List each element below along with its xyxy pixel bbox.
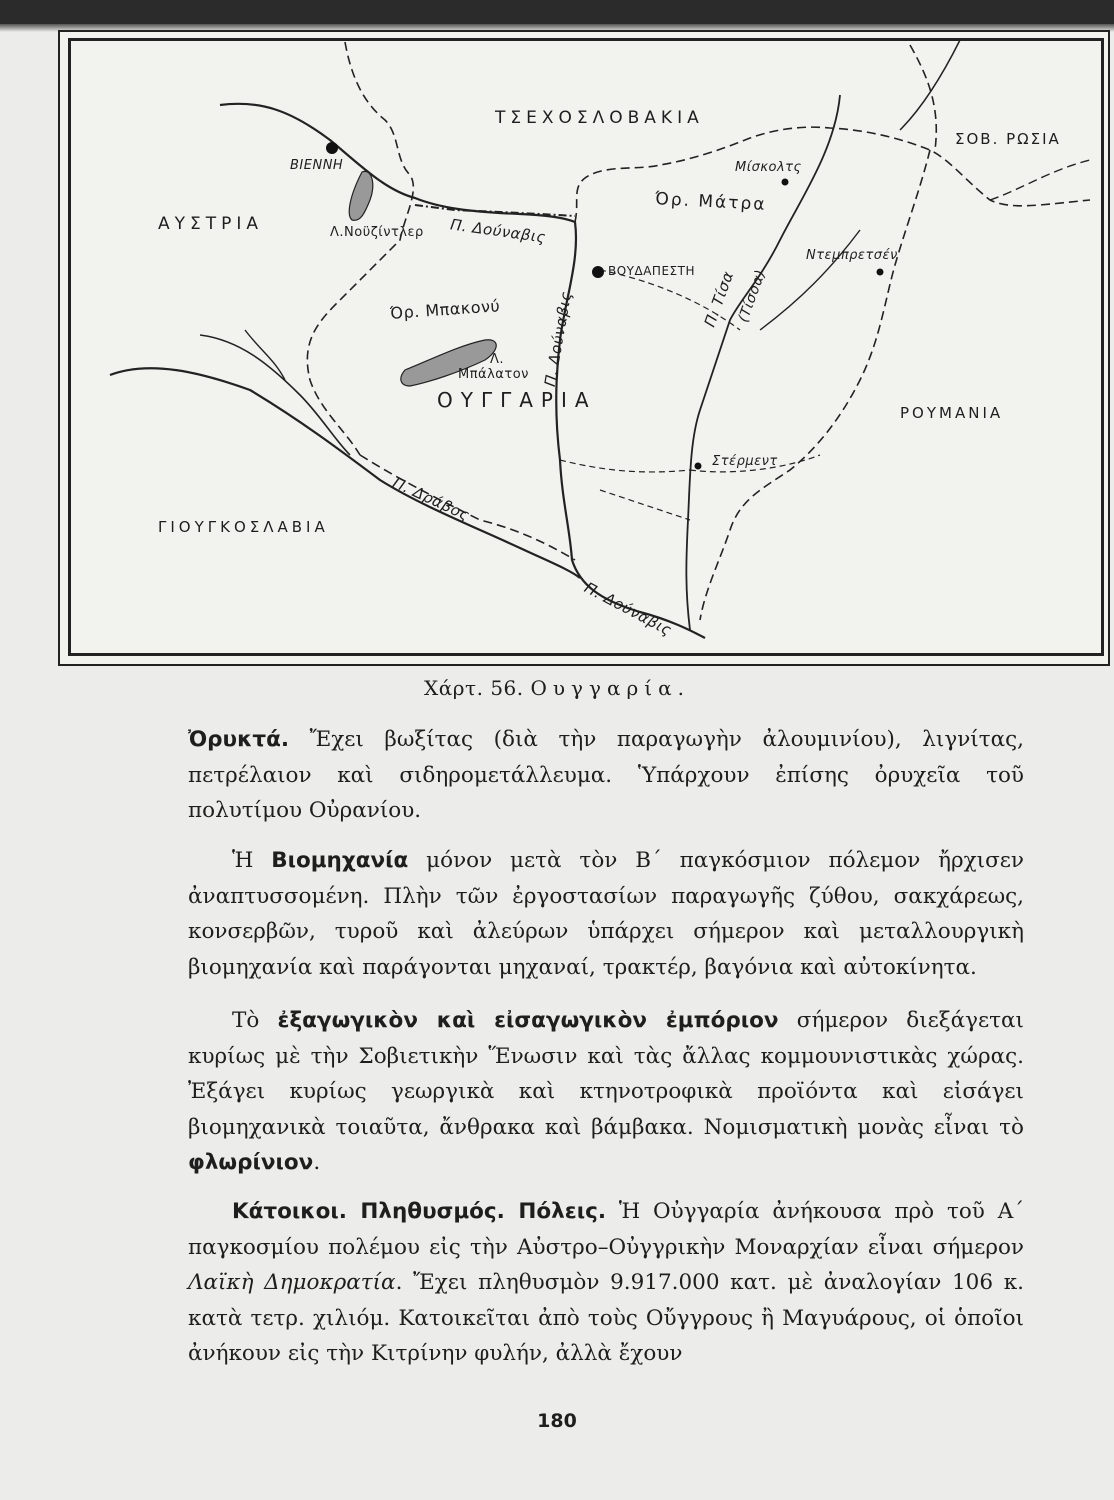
heading-industry: Βιομηχανία (271, 848, 409, 873)
trade-pre: Τὸ (232, 1008, 278, 1033)
border-romania (700, 150, 930, 620)
caption-title: Ουγγαρία. (530, 676, 690, 700)
label-yugoslavia: ΓΙΟΥΓΚΟΣΛΑΒΙΑ (158, 518, 329, 536)
lake-neusiedl (349, 171, 373, 220)
text-trade: σήμερον διεξάγεται κυρίως μὲ τὴν Σοβιετικὴν Ἕνωσιν καὶ τὰς ἄλλας κομμουνιστικὰς χώρας. Ἐξάγει κυρίως γεωργικὰ καὶ κτηνοτροφικὰ προϊόντα καὶ εἰσάγει βιομηχανικὰ τοιαῦτα, ἄνθρακα καὶ βάμβακα. Νομισματικὴ μονὰς εἶναι τὸ (188, 1008, 1024, 1140)
label-balaton-l: Λ. (490, 352, 505, 367)
label-danube-south: Π. Δούναβις (581, 578, 675, 640)
river-west2 (245, 330, 285, 380)
text-industry: μόνον μετὰ τὸν Β΄ παγκόσμιον πόλεμον ἤρχισεν ἀναπτυσσομένη. Πλὴν τῶν ἐργοστασίων παραγωγῆς ζύθου, σακχάρεως, κονσερβῶν, τυροῦ καὶ ἀλεύρων ὑπάρχει σήμερον καὶ μεταλλουργικὴ βιομηχανία καὶ παράγονται μηχαναί, τρακτέρ, βαγόνια καὶ αὐτοκίνητα. (188, 848, 1024, 980)
heading-minerals: Ὀρυκτά. (188, 727, 290, 752)
paragraph-trade (188, 1003, 1024, 1181)
label-czechoslovakia: ΤΣΕΧΟΣΛΟΒΑΚΙΑ (495, 108, 704, 128)
label-danube-middle: Π. Δούναβις (540, 290, 576, 388)
industry-pre: Ἡ (232, 848, 272, 873)
label-hungary: ΟΥΓΓΑΡΙΑ (437, 388, 597, 412)
vienna-dot (326, 142, 338, 154)
border-ussr (910, 45, 936, 150)
tisza-river (686, 95, 840, 630)
text-population-2: . Ἔχει πληθυσμὸν 9.917.000 κατ. μὲ ἀναλογίαν 106 κ. κατὰ τετρ. χιλιόμ. Κατοικεῖται ἀπὸ τοὺς Οὔγγρους ἢ Μαγυάρους, οἱ ὁποῖοι ἀνήκουν εἰς τὴν Κιτρίνην φυλήν, ἀλλὰ ἔχουν (188, 1270, 1024, 1366)
text-population-italic: Λαϊκὴ Δημοκρατία (188, 1270, 396, 1295)
heading-population: Κάτοικοι. Πληθυσμός. Πόλεις. (232, 1199, 606, 1224)
border-ussr-east (990, 160, 1090, 200)
paragraph-population (188, 1194, 1024, 1372)
river-east (900, 40, 960, 130)
paragraph-minerals (188, 722, 1024, 829)
label-tisza-p: Π. Τίσα (700, 268, 738, 330)
label-szeged: Στέρμεντ (712, 454, 778, 469)
debrecen-dot (877, 269, 884, 276)
label-danube-north: Π. Δούναβις (449, 215, 547, 247)
label-miskolc: Μίσκολτς (735, 160, 802, 175)
border-austria-hungary (307, 42, 413, 455)
label-tisza: (Τίσσα) (735, 267, 770, 325)
label-debrecen: Ντεμπρετσέν (806, 248, 898, 263)
label-balaton: Μπάλατον (458, 367, 529, 382)
label-lake-neusiedl: Λ.Νοϋζίντλερ (330, 225, 424, 240)
text-population-1: Ἡ Οὐγγαρία ἀνήκουσα πρὸ τοῦ Α΄ παγκοσμίου πολέμου εἰς τὴν Αὐστρο–Οὐγγρικὴν Μοναρχίαν εἶναι σήμερον (188, 1199, 1024, 1260)
internal-line-3 (600, 490, 690, 520)
label-bakony: Όρ. Μπακονύ (389, 296, 501, 323)
label-austria: ΑΥΣΤΡΙΑ (158, 214, 264, 234)
miskolc-dot (782, 179, 789, 186)
szeged-dot (695, 463, 702, 470)
tisza-tributary (760, 230, 860, 330)
river-west (200, 335, 350, 455)
page-number: 180 (537, 1410, 577, 1432)
budapest-dot (592, 266, 604, 278)
heading-trade: ἐξαγωγικὸν καὶ εἰσαγωγικὸν ἐμπόριον (277, 1008, 779, 1033)
label-matra: Όρ. Μάτρα (654, 189, 767, 215)
text-minerals: Ἔχει βωξίτας (διὰ τὴν παραγωγὴν ἀλουμινίου), λιγνίτας, πετρέλαιον καὶ σιδηρομετάλλευμα. Ὑπάρχουν ἐπίσης ὀρυχεῖα τοῦ πολυτίμου Οὐρανίου. (188, 727, 1024, 823)
paragraph-industry (188, 843, 1024, 985)
label-vienna: ΒΙΕΝΝΗ (290, 158, 344, 173)
map-caption (0, 676, 1114, 700)
label-budapest: ΒΟΥΔΑΠΕΣΤΗ (608, 264, 695, 278)
label-drava: Π. Δράβος (390, 473, 473, 525)
internal-line-2 (560, 460, 690, 472)
label-soviet-russia: ΣΟΒ. ΡΩΣΙΑ (955, 130, 1061, 148)
label-romania: ΡΟΥΜΑΝΙΑ (900, 404, 1004, 422)
caption-prefix: Χάρτ. 56. (424, 676, 524, 700)
currency-name: φλωρίνιον (188, 1150, 314, 1175)
railway-line (415, 205, 575, 216)
trade-end: . (313, 1150, 321, 1175)
